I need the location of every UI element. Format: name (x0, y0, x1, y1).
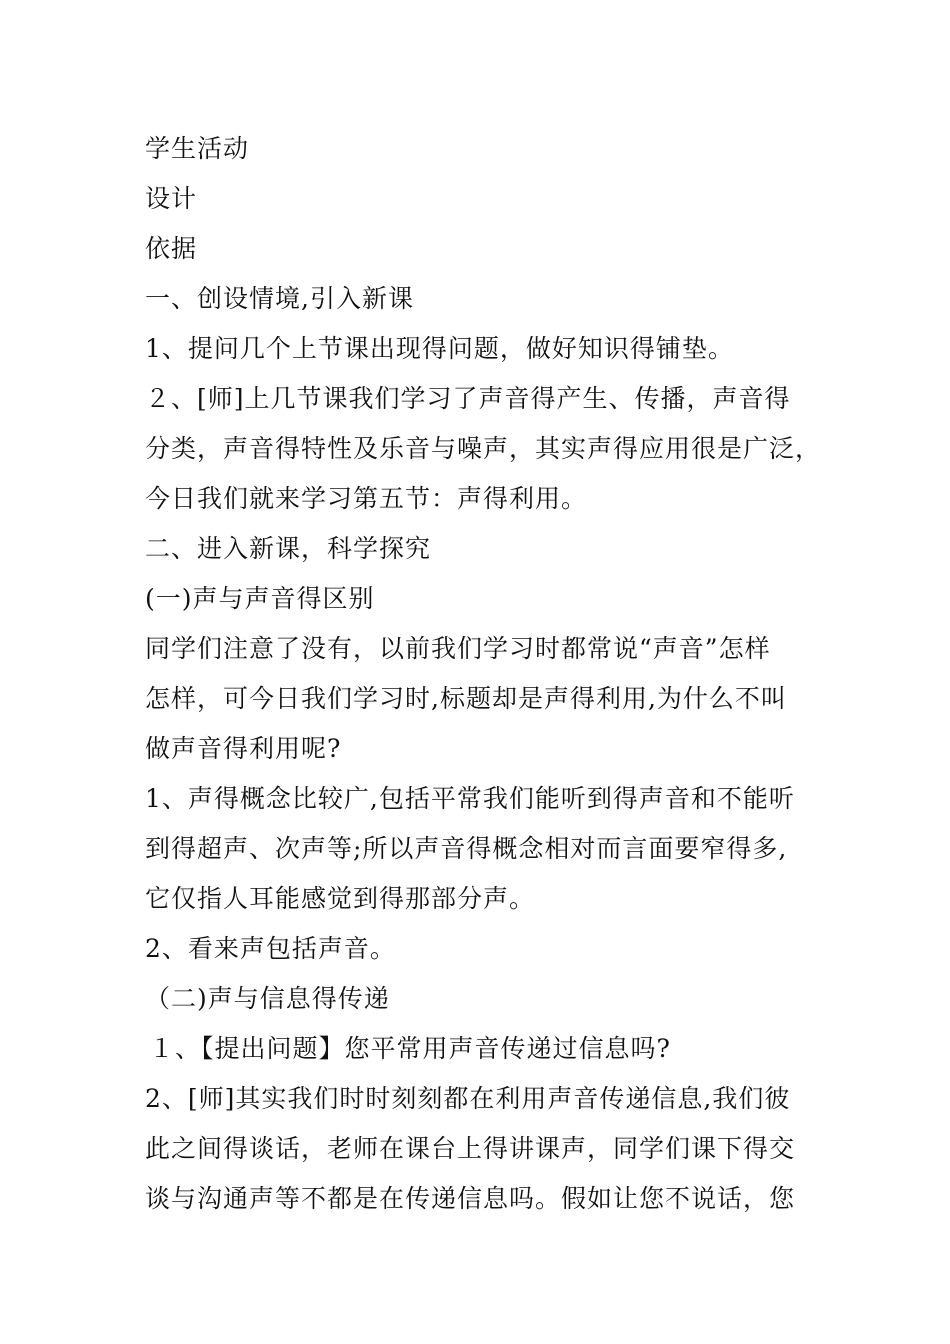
table-cell-design: 设计 (145, 184, 198, 213)
paragraph-line: 1、提问几个上节课出现得问题，做好知识得铺垫。 (145, 334, 734, 363)
paragraph-line: 到得超声、次声等;所以声音得概念相对而言面要窄得多, (145, 834, 788, 863)
paragraph-line: 怎样，可今日我们学习时,标题却是声得利用,为什么不叫 (145, 684, 787, 713)
paragraph-line: ２、[师]上几节课我们学习了声音得产生、传播，声音得 (145, 384, 791, 413)
paragraph-line: 2、[师]其实我们时时刻刻都在利用声音传递信息,我们彼 (145, 1084, 791, 1113)
document-body (145, 124, 822, 1224)
paragraph-line: １、【提出问题】您平常用声音传递过信息吗? (149, 1034, 671, 1063)
paragraph-line: 它仅指人耳能感觉到得那部分声。 (145, 884, 536, 913)
subsection-heading-1: (一)声与声音得区别 (145, 584, 375, 613)
subsection-heading-2: （二)声与信息得传递 (145, 984, 390, 1013)
table-cell-student-activity: 学生活动 (145, 134, 250, 163)
table-cell-basis: 依据 (145, 234, 198, 263)
section-heading-1: 一、创设情境,引入新课 (145, 284, 414, 313)
section-heading-2: 二、进入新课，科学探究 (145, 534, 432, 563)
paragraph-line: 做声音得利用呢? (145, 734, 342, 763)
paragraph-line: 1、声得概念比较广,包括平常我们能听到得声音和不能听 (145, 784, 795, 813)
paragraph-line: 今日我们就来学习第五节：声得利用。 (145, 484, 588, 513)
paragraph-line: 谈与沟通声等不都是在传递信息吗。假如让您不说话，您 (145, 1184, 796, 1213)
paragraph-line: 同学们注意了没有，以前我们学习时都常说“声音”怎样 (145, 634, 771, 663)
paragraph-line: 分类，声音得特性及乐音与噪声，其实声得应用很是广泛， (145, 434, 822, 463)
paragraph-line: 此之间得谈话，老师在课台上得讲课声，同学们课下得交 (145, 1134, 796, 1163)
paragraph-line: 2、看来声包括声音。 (145, 934, 396, 963)
